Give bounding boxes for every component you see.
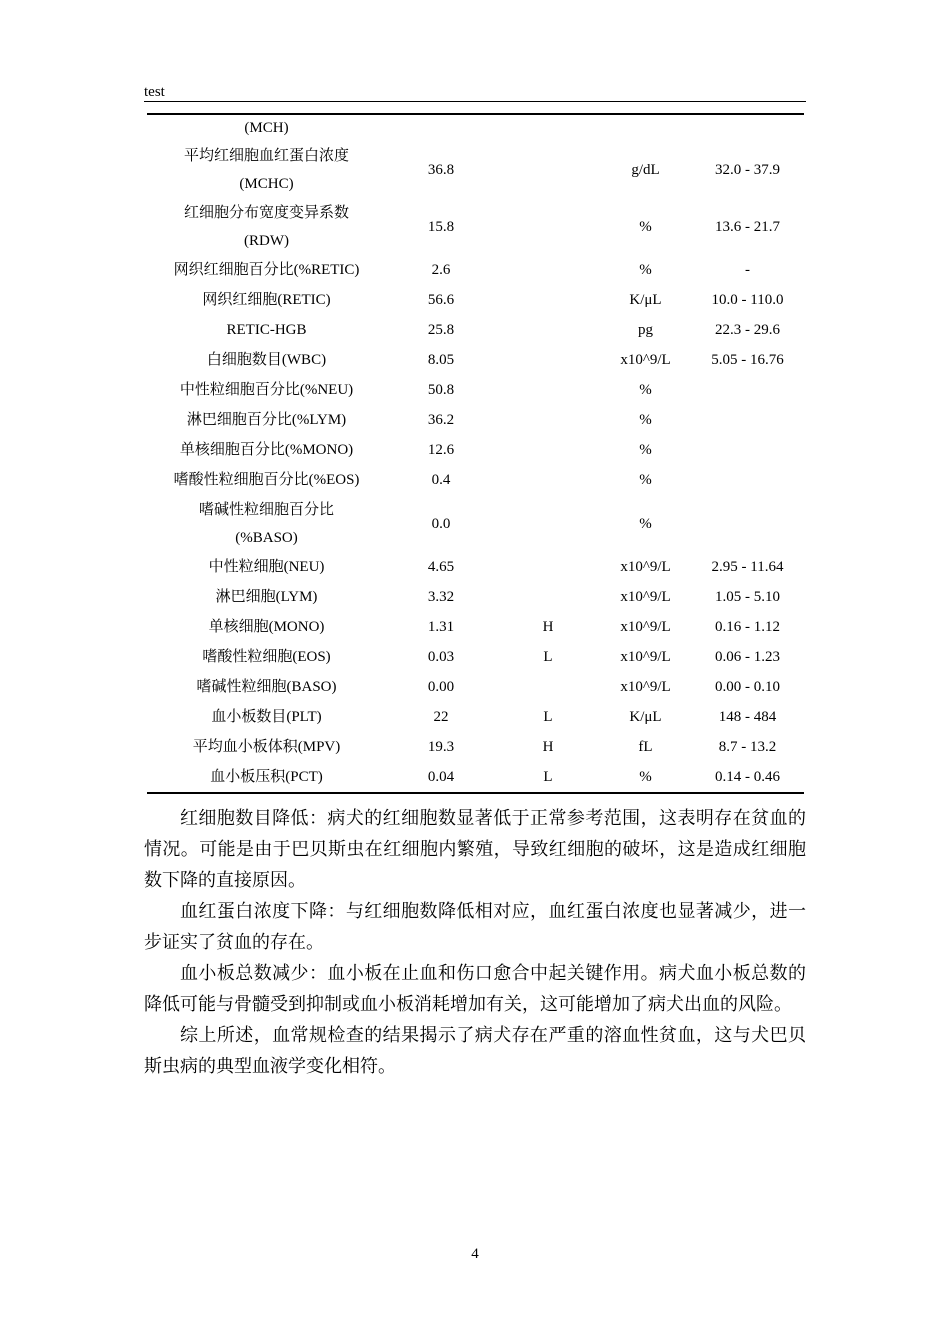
- reference-range-cell: 10.0 - 110.0: [711, 292, 784, 308]
- table-row: [147, 672, 804, 702]
- test-name-cell: 平均血小板体积(MPV): [192, 739, 341, 755]
- test-name-cell: 白细胞数目(WBC): [206, 352, 327, 368]
- test-name-cell: 血小板压积(PCT): [210, 769, 323, 785]
- page-number: 4: [471, 1246, 479, 1262]
- flag-cell: [496, 255, 600, 285]
- unit-cell: x10^9/L: [620, 352, 671, 368]
- table-row: [147, 315, 804, 345]
- unit-cell: K/μL: [629, 709, 662, 725]
- result-value-cell: 0.4: [431, 472, 451, 488]
- reference-range-cell: 0.06 - 1.23: [715, 649, 780, 665]
- reference-range-cell: 148 - 484: [718, 709, 777, 725]
- test-name-cell: 红细胞分布宽度变异系数 (RDW): [183, 204, 349, 249]
- result-value-cell: 0.0: [431, 515, 451, 532]
- flag-cell: [496, 435, 600, 465]
- result-value-cell: 8.05: [427, 352, 455, 368]
- unit-cell: %: [639, 382, 652, 398]
- test-name-cell: 嗜酸性粒细胞(EOS): [202, 649, 331, 665]
- reference-range-cell: 0.14 - 0.46: [715, 769, 780, 785]
- test-name-cell: 单核细胞(MONO): [208, 619, 325, 635]
- flag-cell: [496, 582, 600, 612]
- table-bottom-rule: [147, 792, 804, 794]
- unit-cell: x10^9/L: [620, 619, 671, 635]
- result-value-cell: 12.6: [427, 442, 455, 458]
- reference-range-cell: 32.0 - 37.9: [715, 161, 780, 178]
- result-value-cell: 0.03: [427, 649, 455, 665]
- unit-cell: x10^9/L: [620, 559, 671, 575]
- test-name-cell: 网织红细胞百分比(%RETIC): [173, 262, 360, 278]
- table-row: [147, 345, 804, 375]
- unit-cell: %: [639, 218, 652, 235]
- flag-cell: [496, 495, 600, 552]
- table-row: [147, 465, 804, 495]
- table-row: [147, 702, 804, 732]
- table-row: [147, 762, 804, 792]
- paragraph: 综上所述，血常规检查的结果揭示了病犬存在严重的溶血性贫血，这与犬巴贝斯虫病的典型血液学变化相符。: [144, 1025, 806, 1076]
- test-name-cell: 平均红细胞血红蛋白浓度 (MCHC): [183, 147, 349, 192]
- reference-range-cell: 22.3 - 29.6: [715, 322, 780, 338]
- table-row: [147, 552, 804, 582]
- flag-cell: [496, 285, 600, 315]
- result-value-cell: 4.65: [427, 559, 455, 575]
- table-row: [147, 115, 804, 141]
- flag-cell: L: [543, 709, 553, 725]
- result-value-cell: 2.6: [431, 262, 451, 278]
- test-name-cell: 中性粒细胞百分比(%NEU): [179, 382, 354, 398]
- unit-cell: g/dL: [631, 161, 660, 178]
- reference-range-cell: [691, 405, 804, 435]
- reference-range-cell: 8.7 - 13.2: [718, 739, 777, 755]
- result-value-cell: 50.8: [427, 382, 455, 398]
- flag-cell: H: [542, 619, 554, 635]
- flag-cell: [496, 315, 600, 345]
- flag-cell: [496, 198, 600, 255]
- result-value-cell: 3.32: [427, 589, 455, 605]
- flag-cell: L: [543, 649, 553, 665]
- reference-range-cell: 5.05 - 16.76: [711, 352, 784, 368]
- flag-cell: [496, 141, 600, 198]
- reference-range-cell: [691, 375, 804, 405]
- flag-cell: [496, 345, 600, 375]
- reference-range-cell: [691, 115, 804, 141]
- flag-cell: [496, 375, 600, 405]
- result-value-cell: 1.31: [427, 619, 455, 635]
- test-name-cell: RETIC-HGB: [226, 322, 307, 338]
- table-row: [147, 732, 804, 762]
- table-row: [147, 642, 804, 672]
- test-name-cell: 血小板数目(PLT): [211, 709, 322, 725]
- table-row: [147, 405, 804, 435]
- unit-cell: %: [639, 769, 652, 785]
- unit-cell: K/μL: [629, 292, 662, 308]
- unit-cell: %: [639, 442, 652, 458]
- test-name-cell: 嗜碱性粒细胞百分比 (%BASO): [198, 501, 334, 546]
- blood-test-table: [147, 113, 804, 794]
- unit-cell: %: [639, 412, 652, 428]
- table-row: [147, 255, 804, 285]
- flag-cell: [496, 115, 600, 141]
- paragraph: 血红蛋白浓度下降：与红细胞数降低相对应，血红蛋白浓度也显著减少，进一步证实了贫血的存在。: [144, 901, 806, 952]
- reference-range-cell: 1.05 - 5.10: [715, 589, 780, 605]
- result-value-cell: 56.6: [427, 292, 455, 308]
- unit-cell: x10^9/L: [620, 679, 671, 695]
- reference-range-cell: [691, 495, 804, 552]
- test-name-cell: 淋巴细胞百分比(%LYM): [186, 412, 347, 428]
- result-value-cell: [386, 115, 496, 141]
- page-header-text: test: [144, 84, 165, 100]
- table-row: [147, 582, 804, 612]
- table-row: [147, 285, 804, 315]
- result-value-cell: 22: [433, 709, 449, 725]
- unit-cell: %: [639, 515, 652, 532]
- reference-range-cell: 13.6 - 21.7: [715, 218, 780, 235]
- flag-cell: [496, 465, 600, 495]
- table-row: [147, 495, 804, 552]
- table-row: [147, 375, 804, 405]
- test-name-cell: (MCH): [244, 120, 289, 136]
- unit-cell: [600, 115, 691, 141]
- unit-cell: %: [639, 262, 652, 278]
- table-row: [147, 435, 804, 465]
- flag-cell: [496, 552, 600, 582]
- paragraph: 红细胞数目降低：病犬的红细胞数显著低于正常参考范围，这表明存在贫血的情况。可能是由于巴贝斯虫在红细胞内繁殖，导致红细胞的破坏，这是造成红细胞数下降的直接原因。: [144, 808, 806, 890]
- unit-cell: fL: [638, 739, 653, 755]
- reference-range-cell: 0.00 - 0.10: [715, 679, 780, 695]
- test-name-cell: 嗜碱性粒细胞(BASO): [196, 679, 337, 695]
- table-body: [147, 115, 804, 792]
- header-rule: [144, 101, 806, 102]
- result-value-cell: 15.8: [427, 218, 455, 235]
- result-value-cell: 36.2: [427, 412, 455, 428]
- unit-cell: x10^9/L: [620, 649, 671, 665]
- result-value-cell: 0.04: [427, 769, 455, 785]
- flag-cell: H: [542, 739, 554, 755]
- flag-cell: L: [543, 769, 553, 785]
- unit-cell: pg: [638, 322, 653, 338]
- body-paragraphs: [144, 803, 806, 1082]
- table-row: [147, 141, 804, 198]
- test-name-cell: 嗜酸性粒细胞百分比(%EOS): [173, 472, 360, 488]
- reference-range-cell: 0.16 - 1.12: [715, 619, 780, 635]
- reference-range-cell: [691, 465, 804, 495]
- table-row: [147, 198, 804, 255]
- test-name-cell: 淋巴细胞(LYM): [215, 589, 318, 605]
- test-name-cell: 网织红细胞(RETIC): [202, 292, 331, 308]
- reference-range-cell: -: [745, 262, 750, 278]
- reference-range-cell: 2.95 - 11.64: [711, 559, 784, 575]
- flag-cell: [496, 672, 600, 702]
- test-name-cell: 中性粒细胞(NEU): [208, 559, 325, 575]
- result-value-cell: 36.8: [427, 161, 455, 178]
- unit-cell: x10^9/L: [620, 589, 671, 605]
- result-value-cell: 0.00: [427, 679, 455, 695]
- table-row: [147, 612, 804, 642]
- unit-cell: %: [639, 472, 652, 488]
- reference-range-cell: [691, 435, 804, 465]
- result-value-cell: 25.8: [427, 322, 455, 338]
- test-name-cell: 单核细胞百分比(%MONO): [179, 442, 354, 458]
- paragraph: 血小板总数减少：血小板在止血和伤口愈合中起关键作用。病犬血小板总数的降低可能与骨髓受到抑制或血小板消耗增加有关，这可能增加了病犬出血的风险。: [144, 963, 806, 1014]
- result-value-cell: 19.3: [427, 739, 455, 755]
- flag-cell: [496, 405, 600, 435]
